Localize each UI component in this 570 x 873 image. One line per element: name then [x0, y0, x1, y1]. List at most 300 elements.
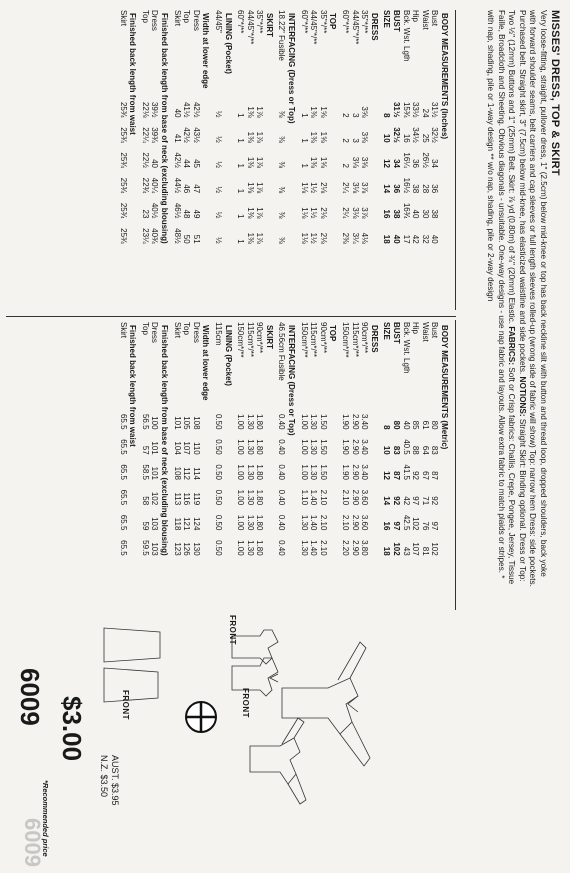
section-heading: INTERFACING (Dress or Top): [287, 325, 297, 436]
skirt-yardage-row: [255, 322, 265, 559]
rule-inches-top: [455, 10, 456, 310]
skirt-yardage-row: [236, 322, 246, 559]
top-yardage-row: [309, 322, 319, 559]
cell-value: 104: [172, 441, 182, 455]
nap-notes: * with nap, shading, pile or 1-way design ** w/o nap, shading, pile or 2-way design: [486, 10, 506, 579]
cell-value: 24: [420, 108, 430, 118]
cell-value: 3.40: [360, 439, 370, 455]
cell-value: 1.80: [255, 489, 265, 506]
cell-value: 14: [382, 496, 392, 506]
row-label: 115cm*/**: [245, 322, 255, 357]
cell-value: 51: [191, 234, 201, 244]
cell-value: 1: [236, 163, 246, 168]
aust-price: $3.95: [110, 783, 120, 806]
cell-value: ⅜: [277, 211, 287, 219]
cell-value: 3.60: [360, 489, 370, 506]
cell-value: 103: [150, 517, 160, 531]
section-heading: DRESS: [369, 325, 379, 353]
cell-value: 43½: [191, 127, 201, 143]
cell-value: 42½: [182, 127, 192, 143]
column-divider: [6, 316, 456, 317]
cell-value: 12: [382, 159, 392, 168]
row-label: 18.22" Fusible: [277, 10, 287, 61]
cell-value: 1.30: [299, 514, 309, 531]
cell-value: 3.40: [360, 464, 370, 480]
row-label: Bust: [430, 322, 440, 339]
cell-value: 41½: [182, 101, 192, 118]
body-measure-row: [430, 10, 440, 247]
section-heading: Finished back length from waist: [128, 13, 138, 135]
cell-value: 130: [191, 542, 201, 556]
cell-value: 40: [411, 209, 421, 219]
cell-value: 46½: [172, 202, 182, 219]
interfacing-row: [277, 10, 287, 247]
cell-value: 3.40: [360, 413, 370, 430]
size-row: [382, 10, 392, 247]
section-heading: Width at lower edge: [201, 325, 211, 401]
cell-value: 92: [430, 496, 440, 506]
body-measure-row: [411, 10, 421, 247]
pattern-number: 6009: [15, 668, 45, 726]
top-yardage-row: [299, 10, 309, 247]
cell-value: 40¼: [150, 177, 160, 194]
cell-value: 39½: [150, 101, 160, 118]
skirt-yardage-row: [255, 10, 265, 247]
row-label: 60"*/**: [299, 10, 309, 34]
cell-value: 15¾: [401, 101, 411, 118]
cell-value: 49: [191, 209, 201, 219]
row-label: Waist: [420, 322, 430, 342]
cell-value: 14: [382, 184, 392, 194]
cell-value: 2⅛: [318, 232, 328, 244]
cell-value: 1⅝: [318, 106, 328, 118]
section-heading: TOP: [328, 325, 338, 342]
cell-value: 1⅞: [255, 131, 265, 143]
width-row: [191, 322, 201, 559]
cell-value: 103: [150, 542, 160, 556]
row-label: Skirt: [118, 322, 128, 338]
cell-value: 97: [392, 521, 402, 531]
row-label: Bck. Wst. Lgth: [401, 322, 411, 374]
cell-value: 1⅜: [245, 156, 255, 168]
fabrics-text: Soft or Crisp fabrics: Challis, Crepe, Pongee, Jersey, Tissue Faille, Broadcloth and Sheeting. Obvious diagonals - unsuitable. One-way designs - use nap fabric and layouts. Allow extra fabric to match plaids or stripes.: [496, 10, 517, 585]
cell-value: 2.90: [350, 540, 360, 556]
garment-sketches: [205, 618, 390, 808]
cell-value: 1.30: [245, 439, 255, 455]
row-label: Top: [182, 322, 192, 335]
cell-value: 92: [411, 471, 421, 480]
row-label: Dress: [150, 10, 160, 31]
cell-value: 123: [172, 542, 182, 556]
skirt-yardage-row: [236, 10, 246, 247]
inches-table: [118, 10, 452, 247]
row-label: 90cm*/**: [360, 322, 370, 354]
top-sketch-long: [250, 718, 306, 804]
cell-value: 1.10: [299, 489, 309, 506]
cell-value: 1½: [309, 207, 319, 219]
top-yardage-row: [309, 10, 319, 247]
cell-value: 1.90: [341, 413, 351, 430]
cell-value: 110: [191, 442, 201, 455]
cell-value: 25¾: [118, 202, 128, 219]
width-row: [182, 10, 192, 247]
cell-value: ½: [213, 211, 223, 219]
cell-value: 42.5: [401, 514, 411, 531]
cell-value: 1: [236, 239, 246, 244]
cell-value: 1½: [309, 232, 319, 244]
cell-value: ½: [213, 237, 223, 244]
cell-value: 43: [401, 546, 411, 556]
cell-value: 1.50: [318, 464, 328, 480]
cell-value: ½: [213, 110, 223, 118]
section-heading: LINING (Pocket): [223, 325, 233, 386]
cell-value: 80: [430, 420, 440, 430]
row-label: Skirt: [118, 10, 128, 26]
cell-value: 0.40: [277, 489, 287, 506]
cell-value: 2.10: [318, 489, 328, 506]
cell-value: 47: [191, 184, 201, 194]
cell-value: 57: [140, 445, 150, 455]
row-label: 46.56cm Fusible: [277, 322, 287, 381]
row-label: 44/45"*/**: [245, 10, 255, 45]
cell-value: 3⅛: [350, 207, 360, 219]
cell-value: 1: [236, 113, 246, 118]
skirt-sketch-2: [104, 668, 158, 702]
cell-value: 102: [150, 491, 160, 506]
cell-value: 114: [191, 467, 201, 480]
cell-value: 40½: [150, 202, 160, 219]
size-row: [382, 322, 392, 559]
cell-value: 1.00: [299, 464, 309, 480]
table-heading: BODY MEASUREMENTS (Inches): [440, 13, 449, 140]
dress-yardage-row: [360, 10, 370, 247]
aust-label: AUST.: [110, 755, 120, 781]
row-label: 60"*/**: [341, 10, 351, 34]
cell-value: 87: [430, 471, 440, 480]
row-label: 150cm*/**: [236, 322, 246, 358]
cell-value: 2.10: [318, 540, 328, 556]
pattern-title: MISSES' DRESS, TOP & SKIRT: [549, 10, 561, 176]
notions-text: Straight Skirt: Binding optional.: [517, 418, 527, 531]
cell-value: 81: [420, 546, 430, 556]
cell-value: 40¾: [150, 228, 160, 244]
cell-value: 39¾: [150, 127, 160, 143]
cell-value: 3⅞: [360, 182, 370, 194]
cell-value: 67: [420, 471, 430, 480]
cell-value: 42: [411, 234, 421, 244]
dress-yardage-row: [340, 322, 350, 559]
cell-value: 0.40: [277, 464, 287, 480]
section-heading: Finished back length from waist: [128, 325, 138, 447]
cell-value: 16½: [401, 177, 411, 194]
section-heading: LINING (Pocket): [223, 13, 233, 74]
cell-value: 26½: [420, 152, 430, 168]
cell-value: 1⅞: [255, 232, 265, 244]
cell-value: 0.40: [277, 439, 287, 455]
cell-value: 3⅝: [360, 106, 370, 118]
lining-row: [213, 322, 223, 559]
cell-value: 2.90: [350, 464, 360, 480]
row-label: Bck. Wst. Lgth: [401, 10, 411, 62]
cell-value: 0.50: [213, 540, 223, 556]
body-measure-row: [411, 322, 421, 559]
cell-value: 1.30: [309, 413, 319, 430]
cell-value: 102: [411, 517, 421, 531]
aust-price-line: [109, 755, 120, 806]
cell-value: 1.80: [255, 413, 265, 430]
bust-row: [391, 322, 401, 559]
back-neck-heading-row: [159, 322, 172, 559]
dress-sketch: [282, 642, 370, 766]
cell-value: 61: [420, 420, 430, 430]
width-heading-row: [201, 10, 214, 247]
lining-row: [213, 10, 223, 247]
cell-value: 107: [182, 441, 192, 455]
dress-yardage-row: [340, 10, 350, 247]
metric-table: [118, 322, 452, 559]
width-row: [182, 322, 192, 559]
section-heading: SKIRT: [264, 325, 274, 349]
cell-value: 1⅛: [299, 232, 309, 244]
cell-value: 112: [182, 467, 192, 480]
cell-value: 1.30: [245, 413, 255, 430]
cell-value: 1⅞: [255, 182, 265, 194]
row-label: Hip: [411, 10, 421, 23]
row-label: 35"*/**: [360, 10, 370, 34]
inches-table-block: [118, 10, 452, 247]
cell-value: 42: [401, 496, 411, 506]
row-label: 150cm*/**: [299, 322, 309, 358]
cell-value: 42½: [172, 152, 182, 168]
cell-value: ½: [213, 136, 223, 143]
cell-value: 108: [191, 416, 201, 430]
lining-heading-row: [223, 10, 236, 247]
cell-value: 1⅜: [309, 106, 319, 118]
cell-value: 2¼: [341, 182, 351, 194]
cell-value: 80: [392, 420, 402, 430]
cell-value: 85: [411, 420, 421, 430]
intl-prices: [98, 755, 120, 806]
cell-value: 83: [392, 445, 402, 455]
cell-value: 65.5: [118, 489, 128, 506]
cell-value: 76: [420, 521, 430, 531]
cell-value: 116: [182, 492, 192, 506]
cell-value: 25¾: [118, 101, 128, 118]
cell-value: 1.00: [236, 489, 246, 506]
cell-value: 1: [236, 213, 246, 219]
body-measure-row: [430, 322, 440, 559]
cell-value: 83: [430, 445, 440, 455]
cell-value: 119: [191, 492, 201, 506]
cell-value: 65.5: [118, 540, 128, 556]
row-label: 60"*/**: [236, 10, 246, 34]
cell-value: 59: [140, 521, 150, 531]
cell-value: 101: [150, 466, 160, 480]
top-heading-row: [328, 322, 341, 559]
back-neck-heading-row: [159, 10, 172, 247]
cell-value: 2.20: [341, 540, 351, 556]
cell-value: 1: [299, 138, 309, 143]
dress-yardage-row: [360, 322, 370, 559]
row-label: BUST: [392, 10, 402, 32]
cell-value: 48½: [172, 228, 182, 244]
skirt-heading-row: [264, 322, 277, 559]
front-label-2: FRONT: [241, 688, 250, 719]
cell-value: 25¾: [118, 228, 128, 244]
skirt-sketch-1: [104, 628, 160, 662]
cell-value: 40: [392, 234, 402, 244]
cell-value: 16¾: [401, 202, 411, 219]
back-neck-row: [150, 10, 160, 247]
cell-value: 50: [182, 234, 192, 244]
dress-heading-row: [369, 322, 382, 559]
front-label-3: FRONT: [121, 690, 130, 721]
waist-heading-row: [128, 10, 141, 247]
cell-value: 1⅜: [309, 131, 319, 143]
cell-value: 34: [430, 159, 440, 168]
cell-value: 118: [172, 517, 182, 531]
cell-value: 65.5: [118, 514, 128, 531]
cell-value: 16: [401, 133, 411, 143]
cell-value: 1.30: [245, 540, 255, 556]
cell-value: 1⅞: [255, 207, 265, 219]
cell-value: 36: [392, 184, 402, 194]
cell-value: 58.5: [140, 464, 150, 480]
cell-value: 23: [140, 209, 150, 219]
cell-value: 2.90: [350, 514, 360, 531]
cell-value: 1⅜: [245, 207, 255, 219]
cell-value: 38: [411, 184, 421, 194]
cell-value: 3⅝: [360, 156, 370, 168]
skirt-yardage-row: [245, 322, 255, 559]
row-label: Skirt: [172, 10, 182, 26]
row-label: Top: [140, 10, 150, 23]
row-label: Bust: [430, 10, 440, 27]
cell-value: 22¼: [140, 127, 150, 143]
cell-value: ⅜: [277, 161, 287, 168]
dress-yardage-row: [350, 322, 360, 559]
cell-value: 22½: [140, 152, 150, 168]
dress-yardage-row: [350, 10, 360, 247]
body-measure-row: [401, 10, 411, 247]
table-heading-row: [439, 322, 452, 559]
cell-value: 40.5: [401, 439, 411, 455]
skirt-heading-row: [264, 10, 277, 247]
cell-value: 1⅜: [245, 131, 255, 143]
row-label: SIZE: [382, 322, 392, 340]
interfacing-heading-row: [287, 322, 300, 559]
cell-value: 124: [191, 517, 201, 531]
cell-value: 121: [182, 517, 192, 531]
section-heading: TOP: [328, 13, 338, 30]
cell-value: 2: [341, 163, 351, 168]
cell-value: 17: [401, 234, 411, 244]
row-label: Dress: [191, 10, 201, 31]
cell-value: 92: [392, 496, 402, 506]
description-body: Very loose-fitting, straight, pullover dress, 1" (2.5cm) below mid-knee or top has back neckline slit with button and thread loop, dropped shoulders, back yoke with forward shoulder seams, belt carriers and cap sleeves or full length sleeves rolled-up (wrong side of fabric will show) Top: narrow hem Dress: side pockets. Purchased belt. Straight skirt, 3" (7.5cm) below mid-knee, has elasticized waistline and side pockets.: [517, 10, 548, 587]
bust-row: [391, 10, 401, 247]
notions-label: NOTIONS:: [517, 376, 527, 417]
cell-value: 100: [150, 416, 160, 430]
section-heading: SKIRT: [264, 13, 274, 37]
cell-value: 25: [420, 133, 430, 143]
row-label: 115cm: [213, 322, 223, 346]
table-heading-row: [439, 10, 452, 247]
body-measure-row: [420, 322, 430, 559]
cell-value: 40: [150, 159, 160, 168]
cell-value: 34: [392, 159, 402, 168]
cell-value: 3.60: [360, 514, 370, 531]
cell-value: 16: [382, 209, 392, 219]
cell-value: ½: [213, 186, 223, 194]
cell-value: 0.50: [213, 489, 223, 506]
cell-value: 1⅜: [245, 106, 255, 118]
cell-value: 1.30: [299, 540, 309, 556]
top-heading-row: [328, 10, 341, 247]
row-label: Top: [182, 10, 192, 23]
cell-value: 18: [382, 234, 392, 244]
cell-value: 40: [430, 234, 440, 244]
row-label: 115cm*/**: [309, 322, 319, 357]
row-label: 44/45"*/**: [350, 10, 360, 45]
cell-value: 1: [299, 163, 309, 168]
cell-value: 1.80: [255, 439, 265, 455]
section-heading: DRESS: [369, 13, 379, 41]
top-yardage-row: [299, 322, 309, 559]
sketches-svg: [210, 618, 390, 808]
row-label: 115cm*/**: [350, 322, 360, 357]
cell-value: 1⅛: [299, 207, 309, 219]
cell-value: 30: [420, 209, 430, 219]
cell-value: 25¾: [118, 127, 128, 143]
cell-value: 71: [420, 496, 430, 506]
row-label: 44/45"*/**: [309, 10, 319, 45]
cell-value: 1⅞: [255, 156, 265, 168]
cell-value: 48: [182, 209, 192, 219]
cell-value: 33½: [411, 101, 421, 118]
cell-value: 1.80: [255, 514, 265, 531]
cell-value: 0.50: [213, 464, 223, 480]
waist-length-row: [118, 322, 128, 559]
lining-heading-row: [223, 322, 236, 559]
skirt-yardage-row: [245, 10, 255, 247]
notions-text-3: Skirt: ⅞ yd (0.80m) of ¾" (20mm) Elastic.: [507, 174, 517, 325]
recommended-note: *Recommended price: [41, 780, 50, 857]
cell-value: 1.30: [245, 514, 255, 531]
cell-value: 2.90: [350, 439, 360, 455]
cell-value: ½: [213, 161, 223, 168]
cell-value: 32: [420, 234, 430, 244]
skirt-sketches: [90, 618, 170, 721]
cell-value: 41.5: [401, 464, 411, 480]
cell-value: 1⅜: [245, 182, 255, 194]
section-heading: INTERFACING (Dress or Top): [287, 13, 297, 124]
row-label: Hip: [411, 322, 421, 335]
back-neck-row: [140, 10, 150, 247]
cell-value: 2⅜: [341, 232, 351, 244]
cell-value: 1.50: [318, 439, 328, 455]
cell-value: 1.40: [309, 540, 319, 556]
cell-value: 3: [350, 113, 360, 118]
cell-value: 8: [382, 425, 392, 430]
row-label: Dress: [150, 322, 160, 343]
waist-length-row: [118, 10, 128, 247]
cell-value: 1.90: [341, 439, 351, 455]
cell-value: 34½: [411, 127, 421, 143]
cell-value: 1: [236, 188, 246, 194]
row-label: 90cm*/**: [318, 322, 328, 354]
cell-value: 1.00: [236, 439, 246, 455]
